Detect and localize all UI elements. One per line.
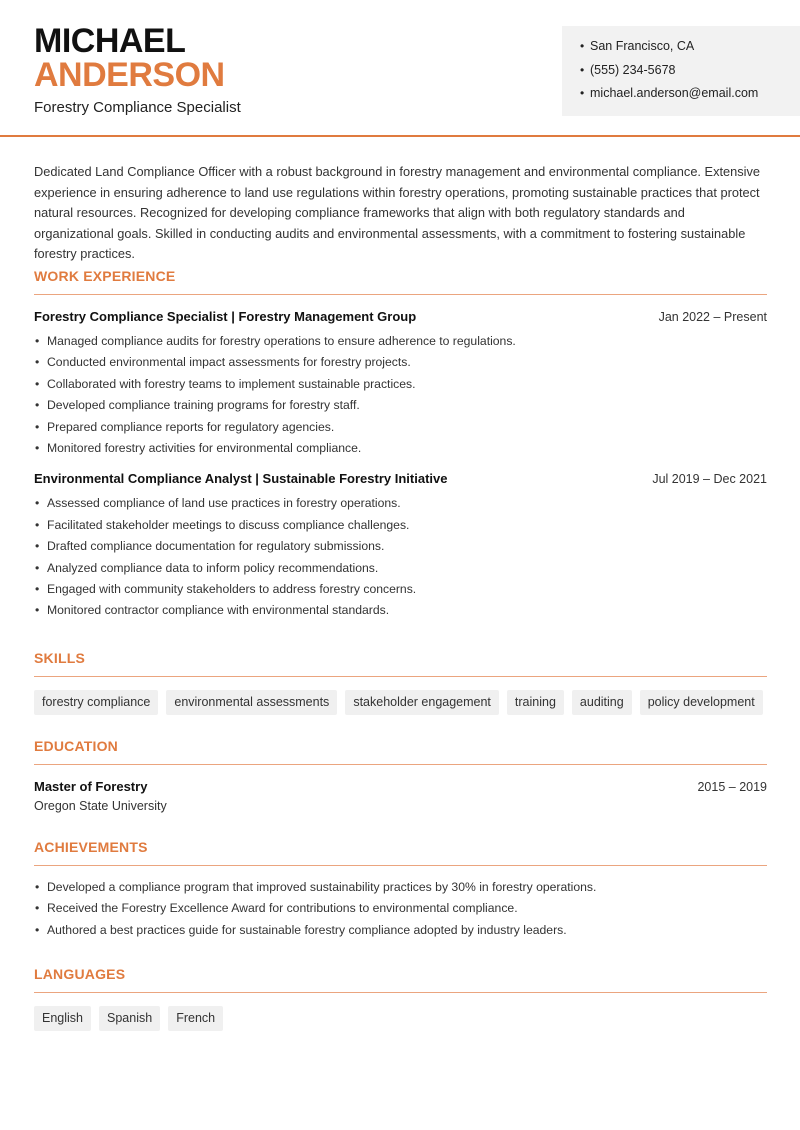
languages-section (34, 966, 767, 1031)
job-entry (34, 309, 767, 460)
section-title-achievements: ACHIEVEMENTS (34, 839, 148, 855)
resume-body (34, 162, 767, 1025)
education-dates: 2015 – 2019 (697, 780, 767, 794)
skills-section (34, 650, 767, 715)
achievements-section (34, 839, 767, 942)
list-item: • Prepared compliance reports for regulatory agencies. (35, 419, 335, 434)
achievements-list (34, 878, 767, 942)
list-item: • Engaged with community stakeholders to address forestry concerns. (35, 581, 417, 596)
list-item: • Conducted environmental impact assessments for forestry projects. (35, 355, 411, 370)
job-role: Forestry Compliance Specialist | Forestry Management Group (34, 309, 417, 324)
skill-tag: policy development (640, 690, 763, 715)
email-link[interactable]: michael.anderson@email.com (590, 86, 759, 100)
education-entry (34, 779, 767, 794)
language-tags (34, 1006, 767, 1031)
list-item: • Received the Forestry Excellence Award for contributions to environmental compliance. (35, 901, 518, 916)
first-name: MICHAEL (34, 22, 186, 60)
list-item: • Analyzed compliance data to inform policy recommendations. (35, 560, 379, 575)
bullet-icon: • (580, 86, 585, 100)
job-bullets (34, 332, 767, 460)
list-item: • Developed compliance training programs for forestry staff. (35, 398, 360, 413)
skills-tags (34, 690, 767, 715)
section-title-education: EDUCATION (34, 738, 118, 754)
skill-tag: forestry compliance (34, 690, 158, 715)
list-item: • Monitored contractor compliance with environmental standards. (35, 603, 390, 618)
contact-location (580, 37, 800, 61)
section-divider (34, 676, 767, 677)
list-item: • Managed compliance audits for forestry operations to ensure adherence to regulations. (35, 334, 516, 348)
language-tag: Spanish (99, 1006, 160, 1031)
job-role: Environmental Compliance Analyst | Sustainable Forestry Initiative (34, 471, 448, 487)
skill-tag: stakeholder engagement (345, 690, 499, 715)
list-item: • Assessed compliance of land use practices in forestry operations. (35, 496, 401, 511)
job-dates: Jan 2022 – Present (658, 310, 767, 324)
school: Oregon State University (34, 799, 167, 813)
language-tag: French (168, 1006, 223, 1031)
job-dates: Jul 2019 – Dec 2021 (652, 472, 767, 487)
summary-paragraph: Dedicated Land Compliance Officer with a robust background in forestry management and environmental compliance. Extensive experience in ensuring adherence to land use regulations within forestry operations, promoting sustainable practices that protect natural resources. Recognized for developing compliance frameworks that align with both regulatory standards and organizational goals. Skilled in conducting audits and environmental assessments, with a commitment to fostering sustainable forestry practices. (34, 164, 761, 261)
list-item: • Facilitated stakeholder meetings to discuss compliance challenges. (35, 517, 410, 532)
list-item: • Monitored forestry activities for environmental compliance. (35, 440, 362, 455)
resume-header (0, 0, 800, 137)
skill-tag: environmental assessments (166, 690, 337, 715)
work-experience-section (34, 268, 767, 623)
section-title-languages: LANGUAGES (34, 966, 126, 982)
skill-tag: training (507, 690, 564, 715)
list-item: • Authored a best practices guide for sustainable forestry compliance adopted by industry leaders. (35, 922, 567, 937)
education-section (34, 738, 767, 813)
bullet-icon: • (580, 39, 585, 53)
list-item: • Collaborated with forestry teams to implement sustainable practices. (35, 376, 416, 391)
location-text: San Francisco, CA (590, 39, 695, 53)
degree: Master of Forestry (34, 779, 148, 794)
list-item: • Drafted compliance documentation for regulatory submissions. (35, 539, 385, 554)
skill-tag: auditing (572, 690, 632, 715)
job-title: Forestry Compliance Specialist (34, 99, 241, 116)
bullet-icon: • (580, 62, 585, 77)
contact-phone (580, 61, 800, 85)
section-divider (34, 294, 767, 295)
section-title-skills: SKILLS (34, 650, 85, 666)
job-entry (34, 471, 767, 622)
last-name: ANDERSON (34, 56, 225, 94)
language-tag: English (34, 1006, 91, 1031)
section-divider (34, 764, 767, 765)
section-divider (34, 865, 767, 866)
contact-box (562, 26, 800, 116)
phone-text[interactable]: (555) 234-5678 (590, 62, 676, 77)
list-item: • Developed a compliance program that improved sustainability practices by 30% in forestry operations. (35, 880, 597, 894)
contact-email (580, 84, 800, 108)
section-divider (34, 992, 767, 993)
job-bullets (34, 494, 767, 622)
section-title-work: WORK EXPERIENCE (34, 268, 176, 284)
